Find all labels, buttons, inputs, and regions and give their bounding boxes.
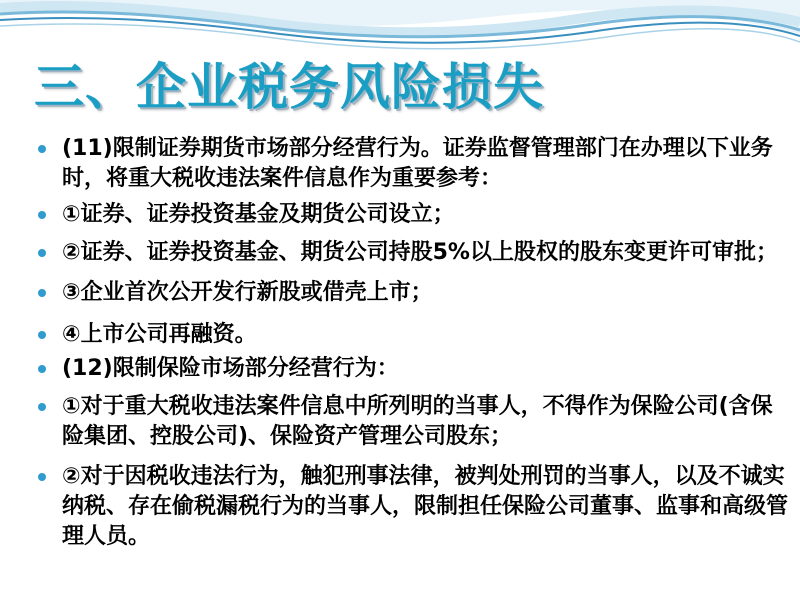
bullet-dot-icon bbox=[38, 249, 46, 257]
bullet-text: (11)限制证券期货市场部分经营行为。证券监督管理部门在办理以下业务时，将重大税收违法案件信息作为重要参考： bbox=[62, 136, 773, 191]
bullet-text: ③企业首次公开发行新股或借壳上市； bbox=[62, 280, 433, 305]
bullet-dot-icon bbox=[38, 365, 46, 373]
bullet-text: (12)限制保险市场部分经营行为： bbox=[62, 356, 399, 381]
bullet-item bbox=[34, 320, 794, 350]
bullet-item bbox=[34, 238, 794, 268]
bullet-dot-icon bbox=[38, 403, 46, 411]
bullet-list bbox=[34, 134, 794, 552]
bullet-text: ①对于重大税收违法案件信息中所列明的当事人，不得作为保险公司(含保险集团、控股公司)、保险资产管理公司股东； bbox=[62, 394, 773, 449]
bullet-dot-icon bbox=[38, 331, 46, 339]
bullet-item bbox=[34, 392, 794, 452]
bullet-item bbox=[34, 354, 794, 384]
bullet-dot-icon bbox=[38, 145, 46, 153]
bullet-dot-icon bbox=[38, 211, 46, 219]
bullet-dot-icon bbox=[38, 289, 46, 297]
bullet-text: ②证券、证券投资基金、期货公司持股5%以上股权的股东变更许可审批； bbox=[62, 240, 778, 265]
bullet-text: ①证券、证券投资基金及期货公司设立； bbox=[62, 202, 455, 227]
bullet-item bbox=[34, 462, 794, 552]
bullet-dot-icon bbox=[38, 473, 46, 481]
bullet-text: ②对于因税收违法行为，触犯刑事法律，被判处刑罚的当事人，以及不诚实纳税、存在偷税漏税行为的当事人，限制担任保险公司董事、监事和高级管理人员。 bbox=[62, 464, 789, 549]
bullet-item bbox=[34, 278, 794, 308]
bullet-item bbox=[34, 134, 794, 194]
bullet-item bbox=[34, 200, 794, 230]
slide-title: 三、企业税务风险损失 bbox=[34, 58, 544, 116]
bullet-text: ④上市公司再融资。 bbox=[62, 322, 257, 347]
